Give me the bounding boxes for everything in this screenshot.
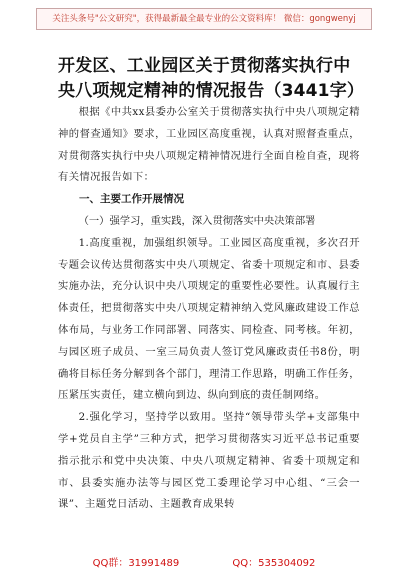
body-paragraph-2: 2.强化学习，坚持学以致用。坚持“领导带头学+支部集中学+党员自主学”三种方式，把学习贯彻落实习近平总书记重要指示批示和党中央决策、中央八项规定精神、省委十项规定和市、县委实施办法等与园区党工委理论学习中心组、“三会一课”、主题党日活动、主题教育成果转 xyxy=(58,411,360,511)
footer-qq-group: QQ群：31991489 xyxy=(92,558,180,569)
section-heading-1: 一、主要工作开展情况 xyxy=(79,193,184,206)
subsection-heading-1: （一）强学习，重实践，深入贯彻落实中央决策部署 xyxy=(78,214,316,227)
body-paragraph-1: 1.高度重视，加强组织领导。工业园区高度重视，多次召开专题会议传达贯彻落实中央八项规定、省委十项规定和市、县委实施办法，充分认识中央八项规定的重要性必要性。认真履行主体责任，把贯彻落实中央八项规定精神纳入党风廉政建设工作总体布局，与业务工作同部署、同落实、同检查、同考核。年初，与园区班子成员、一室三局负责人签订党风廉政责任书8份，明确将目标任务分解到各个部门，理清工作思路，明确工作任务，压紧压实责任，建立横向到边、纵向到底的责任制网络。 xyxy=(58,236,360,402)
top-banner: 关注头条号"公文研究"，获得最新最全最专业的公文资料库！ 微信：gongwenyj xyxy=(36,8,372,30)
document-title: 开发区、工业园区关于贯彻落实执行中央八项规定精神的情况报告（3441字） xyxy=(58,56,365,101)
footer-qq: QQ：535304092 xyxy=(232,558,316,569)
intro-paragraph: 根据《中共xx县委办公室关于贯彻落实执行中央八项规定精神的督查通知》要求，工业园区高度重视，认真对照督查重点，对贯彻落实执行中央八项规定精神情况进行全面自检自查，现将有关情况报告如下： xyxy=(58,106,360,184)
document-body xyxy=(58,102,360,516)
footer-contact xyxy=(0,554,408,574)
